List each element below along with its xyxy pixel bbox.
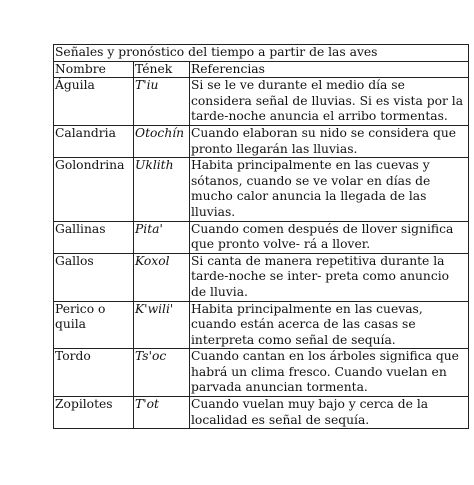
row-name: Águila <box>54 78 134 126</box>
row-tenek: Koxol <box>134 253 190 301</box>
row-reference: Cuando comen después de llover significa que pronto volve- rá a llover. <box>190 221 469 253</box>
table-row <box>54 397 469 429</box>
row-reference: Cuando elaboran su nido se considera que pronto llegarán las lluvias. <box>190 125 469 157</box>
header-tenek: Tének <box>134 61 190 78</box>
row-reference: Si se le ve durante el medio día se considera señal de lluvias. Si es vista por la tarde-noche anuncia el arribo tormentas. <box>190 78 469 126</box>
row-reference: Habita principalmente en las cuevas, cuando están acerca de las casas se interpreta como señal de sequía. <box>190 301 469 349</box>
table-row <box>54 301 469 349</box>
table-row <box>54 158 469 221</box>
row-tenek: T'iu <box>134 78 190 126</box>
row-name: Tordo <box>54 349 134 397</box>
header-nombre: Nombre <box>54 61 134 78</box>
table-row <box>54 253 469 301</box>
table-row <box>54 78 469 126</box>
row-reference: Cuando vuelan muy bajo y cerca de la localidad es señal de sequía. <box>190 397 469 429</box>
row-name: Zopilotes <box>54 397 134 429</box>
row-tenek: Ts'oc <box>134 349 190 397</box>
table-row <box>54 125 469 157</box>
row-tenek: Otochín <box>134 125 190 157</box>
table-caption-row <box>54 45 469 62</box>
header-referencias: Referencias <box>190 61 469 78</box>
row-name: Golondrina <box>54 158 134 221</box>
row-name: Perico o quila <box>54 301 134 349</box>
table-row <box>54 221 469 253</box>
row-name: Gallinas <box>54 221 134 253</box>
birds-weather-table-container <box>53 44 468 429</box>
row-tenek: Pita' <box>134 221 190 253</box>
table-header-row <box>54 61 469 78</box>
row-tenek: Uklith <box>134 158 190 221</box>
table-caption: Señales y pronóstico del tiempo a partir de las aves <box>54 45 469 62</box>
row-name: Calandria <box>54 125 134 157</box>
birds-weather-table <box>53 44 469 429</box>
table-row <box>54 349 469 397</box>
row-reference: Cuando cantan en los árboles significa que habrá un clima fresco. Cuando vuelan en parvada anuncian tormenta. <box>190 349 469 397</box>
row-tenek: K'wili' <box>134 301 190 349</box>
row-tenek: T'ot <box>134 397 190 429</box>
row-reference: Si canta de manera repetitiva durante la tarde-noche se inter- preta como anuncio de lluvia. <box>190 253 469 301</box>
row-reference: Habita principalmente en las cuevas y sótanos, cuando se ve volar en días de mucho calor anuncia la llegada de las lluvias. <box>190 158 469 221</box>
row-name: Gallos <box>54 253 134 301</box>
